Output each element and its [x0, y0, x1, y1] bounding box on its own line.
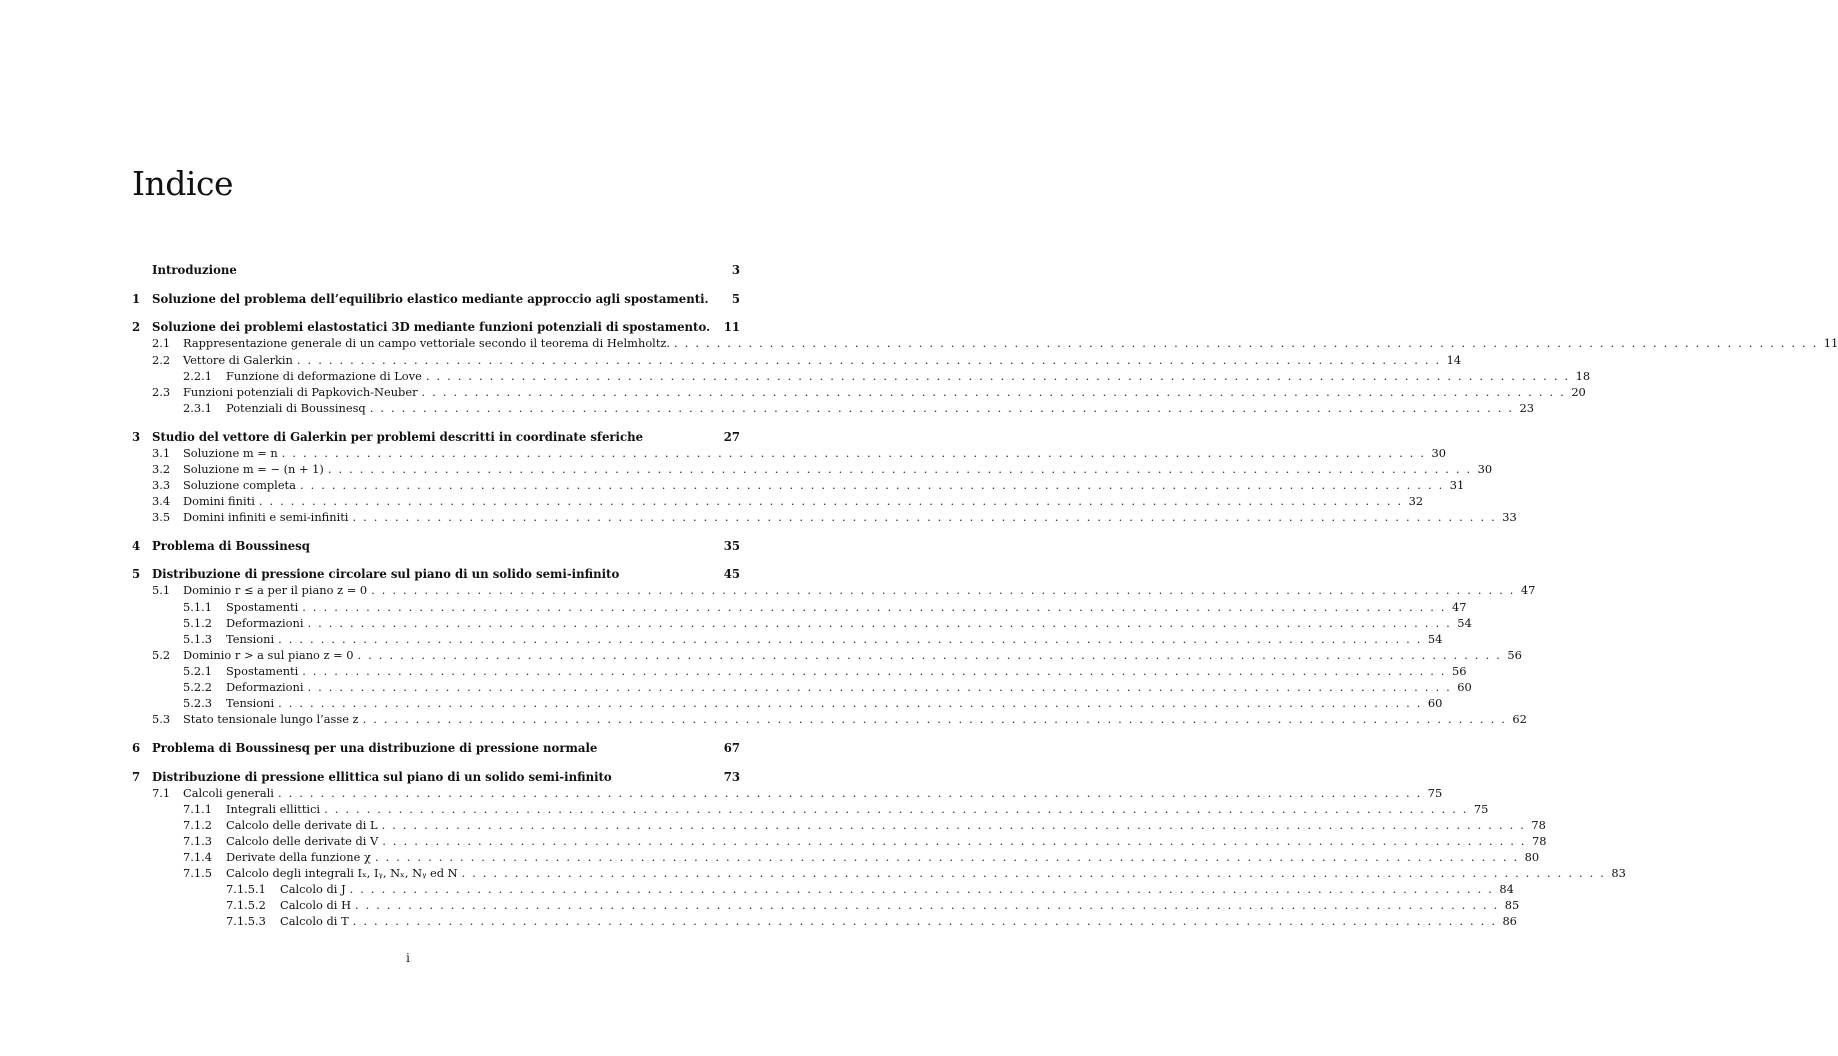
toc-entry-title: Calcolo delle derivate di L — [226, 817, 378, 832]
toc-entry-number: 7.1.5.2 — [226, 898, 266, 913]
toc-entry-number: 7 — [132, 769, 141, 784]
toc-entry-title: Deformazioni — [226, 680, 304, 695]
toc-dot-leader — [307, 615, 1449, 631]
toc-entry[interactable] — [132, 740, 740, 756]
toc-entry[interactable] — [132, 817, 1546, 833]
toc-entry-title: Calcolo degli integrali Iₓ, Iᵧ, Nₓ, Nᵧ ed N — [226, 866, 458, 881]
toc-entry-page: 3 — [731, 263, 740, 277]
toc-entry-page: 32 — [1408, 493, 1424, 508]
toc-entry-title: Tensioni — [226, 631, 275, 646]
toc-entry-title: Introduzione — [152, 263, 237, 277]
toc-entry-number: 7.1.5.3 — [226, 914, 266, 929]
toc-entry-page: 83 — [1611, 866, 1626, 881]
toc-entry-title: Problema di Boussinesq — [152, 538, 310, 553]
toc-entry-page: 60 — [1427, 696, 1443, 711]
toc-entry-title: Domini finiti — [183, 493, 255, 508]
toc-entry[interactable] — [132, 897, 1520, 913]
toc-dot-leader — [353, 913, 1495, 929]
toc-entry-number: 3.2 — [152, 461, 171, 476]
toc-entry-page: 5 — [731, 291, 740, 306]
toc-entry-title: Soluzione m = n — [183, 445, 278, 460]
toc-entry-title: Tensioni — [226, 696, 275, 711]
toc-dot-leader — [462, 865, 1604, 881]
toc-dot-leader — [302, 599, 1444, 615]
toc-dot-leader — [328, 461, 1470, 477]
toc-entry-title: Calcolo di T — [280, 914, 349, 929]
toc-entry-number: 7.1 — [152, 785, 171, 800]
toc-dot-leader — [363, 711, 1505, 727]
toc-entry-title: Soluzione completa — [183, 477, 296, 492]
toc-entry[interactable] — [132, 461, 1493, 477]
toc-dot-leader — [382, 833, 1524, 849]
toc-entry[interactable] — [132, 849, 1540, 865]
toc-entry-number: 5.2.1 — [183, 663, 212, 678]
toc-entry-page: 62 — [1512, 712, 1527, 727]
toc-entry-page: 84 — [1499, 882, 1514, 897]
toc-entry-title: Funzioni potenziali di Papkovich-Neuber — [183, 384, 418, 399]
toc-entry-title: Calcolo delle derivate di V — [226, 833, 379, 848]
toc-entry[interactable] — [132, 865, 1626, 881]
toc-dot-leader — [426, 368, 1568, 384]
toc-entry-page: 86 — [1502, 914, 1517, 929]
toc-entry-number: 6 — [132, 740, 141, 755]
toc-entry-title: Dominio r ≤ a per il piano z = 0 — [183, 583, 368, 598]
toc-dot-leader — [259, 493, 1401, 509]
toc-entry-page: 35 — [723, 538, 740, 553]
toc-entry[interactable] — [132, 913, 1517, 929]
toc-entry-number: 5.3 — [152, 712, 171, 727]
toc-entry-title: Distribuzione di pressione circolare sul piano di un solido semi-infinito — [152, 567, 620, 582]
toc-entry-number: 7.1.3 — [183, 833, 212, 848]
toc-entry[interactable] — [132, 615, 1472, 631]
toc-entry-number: 2.2.1 — [183, 368, 212, 383]
toc-entry-number: 7.1.5 — [183, 866, 212, 881]
toc-dot-leader — [300, 477, 1442, 493]
toc-entry-title: Calcoli generali — [183, 785, 274, 800]
toc-entry-number: 3 — [132, 429, 141, 444]
toc-entry-page: 31 — [1449, 477, 1465, 492]
toc-entry-page: 56 — [1452, 663, 1467, 678]
toc-entry-page: 33 — [1502, 510, 1517, 524]
toc-entry-title: Soluzione dei problemi elastostatici 3D mediante funzioni potenziali di spostamento. — [152, 320, 711, 335]
toc-entry-title: Integrali ellittici — [226, 801, 321, 816]
page-title: Indice — [132, 164, 233, 203]
toc-entry[interactable] — [132, 384, 1586, 400]
toc-entry-page: 54 — [1427, 631, 1443, 646]
toc-entry[interactable] — [132, 599, 1467, 615]
toc-entry-page: 73 — [723, 769, 740, 784]
toc-entry-number: 5 — [132, 567, 141, 582]
toc-dot-leader — [302, 663, 1444, 679]
toc-dot-leader — [278, 631, 1420, 647]
toc-entry-page: 45 — [723, 567, 740, 582]
toc-entry[interactable] — [132, 769, 740, 785]
toc-entry-page: 75 — [1473, 801, 1489, 816]
toc-entry-title: Funzione di deformazione di Love — [226, 368, 422, 383]
toc-dot-leader — [375, 849, 1517, 865]
toc-dot-leader — [324, 801, 1466, 817]
toc-entry[interactable] — [132, 785, 1443, 801]
toc-entry-number: 2 — [132, 320, 141, 335]
toc-entry-page: 47 — [1520, 583, 1536, 598]
toc-entry-title: Problema di Boussinesq per una distribuzione di pressione normale — [152, 740, 598, 755]
toc-entry-page: 47 — [1452, 599, 1467, 614]
toc-entry-number: 5.1.3 — [183, 631, 212, 646]
toc-entry[interactable] — [132, 335, 1838, 351]
toc-entry-title: Domini infiniti e semi-infiniti — [183, 510, 349, 524]
toc-entry-page: 75 — [1427, 785, 1443, 800]
toc-entry[interactable] — [132, 833, 1547, 849]
toc-entry-number: 3.5 — [152, 510, 171, 524]
toc-entry-page: 85 — [1504, 898, 1520, 913]
toc-entry-page: 60 — [1457, 680, 1472, 695]
toc-entry-page: 11 — [723, 320, 740, 335]
toc-entry-title: Studio del vettore di Galerkin per problemi descritti in coordinate sferiche — [152, 429, 644, 444]
toc-entry[interactable] — [132, 647, 1522, 663]
toc-entry-title: Calcolo di H — [280, 898, 351, 913]
toc-entry-title: Soluzione m = − (n + 1) — [183, 461, 324, 476]
toc-entry[interactable] — [132, 881, 1514, 897]
toc-entry[interactable] — [132, 368, 1591, 384]
toc-entry-number: 7.1.5.1 — [226, 882, 266, 897]
page-number: i — [406, 951, 410, 965]
toc-entry-title: Spostamenti — [226, 663, 299, 678]
toc-entry[interactable] — [132, 679, 1472, 695]
toc-entry-number: 7.1.2 — [183, 817, 212, 832]
toc-entry-number: 5.2.2 — [183, 680, 212, 695]
toc-entry-number: 5.1.2 — [183, 615, 212, 630]
toc-dot-leader — [282, 445, 1424, 461]
toc-entry-number: 2.3.1 — [183, 400, 212, 415]
toc-entry[interactable] — [132, 582, 1536, 598]
toc-entry[interactable] — [132, 711, 1527, 727]
toc-dot-leader — [371, 582, 1513, 598]
toc-entry[interactable] — [132, 509, 1517, 525]
toc-entry-page: 78 — [1532, 833, 1547, 848]
toc-entry-title: Vettore di Galerkin — [183, 352, 293, 367]
toc-entry-number: 2.3 — [152, 384, 171, 399]
toc-entry[interactable] — [132, 429, 740, 445]
toc-dot-leader — [278, 785, 1420, 801]
toc-entry-title: Rappresentazione generale di un campo vettoriale secondo il teorema di Helmholtz. — [183, 336, 671, 351]
toc-entry-page: 56 — [1507, 647, 1522, 662]
toc-entry-page: 14 — [1446, 352, 1462, 367]
toc-entry-title: Calcolo di J — [280, 882, 346, 897]
toc-dot-leader — [370, 400, 1512, 416]
toc-entry-number: 7.1.1 — [183, 801, 212, 816]
toc-entry-number: 5.1 — [152, 583, 171, 598]
toc-dot-leader — [307, 679, 1449, 695]
toc-entry[interactable] — [132, 291, 740, 307]
toc-entry-title: Derivate della funzione χ — [226, 850, 371, 865]
toc-dot-leader — [674, 335, 1816, 351]
toc-entry-number: 4 — [132, 538, 141, 553]
toc-entry[interactable] — [132, 400, 1534, 416]
toc-entry[interactable] — [132, 352, 1462, 368]
toc-entry-number: 3.3 — [152, 477, 171, 492]
toc-entry-page: 78 — [1531, 817, 1546, 832]
toc-entry-title: Spostamenti — [226, 599, 299, 614]
toc-dot-leader — [350, 881, 1492, 897]
toc-entry[interactable] — [132, 631, 1443, 647]
toc-entry-title: Stato tensionale lungo l’asse z — [183, 712, 359, 727]
toc-entry-page: 67 — [723, 740, 740, 755]
toc-entry-number: 5.2 — [152, 647, 171, 662]
toc-entry-number: 7.1.4 — [183, 850, 212, 865]
toc-dot-leader — [352, 509, 1494, 525]
toc-entry[interactable] — [132, 695, 1443, 711]
toc-dot-leader — [297, 352, 1439, 368]
table-of-contents — [132, 262, 1838, 930]
toc-entry-page: 54 — [1457, 615, 1472, 630]
toc-dot-leader — [382, 817, 1524, 833]
toc-entry[interactable] — [132, 663, 1467, 679]
toc-entry-page: 30 — [1431, 445, 1447, 460]
toc-entry[interactable] — [132, 445, 1447, 461]
toc-entry[interactable] — [132, 477, 1465, 493]
toc-entry[interactable] — [132, 262, 740, 278]
toc-entry-page: 11 — [1823, 336, 1838, 351]
toc-entry[interactable] — [132, 493, 1424, 509]
toc-entry[interactable] — [132, 538, 740, 554]
toc-dot-leader — [422, 384, 1564, 400]
toc-entry-page: 30 — [1477, 461, 1493, 476]
toc-entry-page: 20 — [1571, 384, 1586, 399]
toc-entry-page: 18 — [1575, 368, 1591, 383]
toc-dot-leader — [355, 897, 1497, 913]
toc-entry[interactable] — [132, 319, 740, 335]
toc-entry[interactable] — [132, 801, 1489, 817]
toc-dot-leader — [278, 695, 1420, 711]
toc-entry-title: Dominio r > a sul piano z = 0 — [183, 647, 354, 662]
toc-entry-number: 2.2 — [152, 352, 171, 367]
toc-entry-title: Soluzione del problema dell’equilibrio elastico mediante approccio agli spostamenti. — [152, 291, 709, 306]
toc-entry-title: Distribuzione di pressione ellittica sul piano di un solido semi-infinito — [152, 769, 612, 784]
toc-entry-number: 5.1.1 — [183, 599, 212, 614]
toc-entry-number: 5.2.3 — [183, 696, 212, 711]
toc-dot-leader — [358, 647, 1500, 663]
toc-entry-title: Potenziali di Boussinesq — [226, 400, 366, 415]
toc-entry-page: 80 — [1524, 850, 1540, 865]
toc-entry-number: 3.1 — [152, 445, 171, 460]
toc-entry[interactable] — [132, 566, 740, 582]
toc-entry-number: 3.4 — [152, 493, 171, 508]
toc-entry-page: 27 — [723, 429, 740, 444]
toc-entry-title: Deformazioni — [226, 615, 304, 630]
toc-entry-number: 2.1 — [152, 336, 171, 351]
toc-entry-number: 1 — [132, 291, 141, 306]
toc-entry-page: 23 — [1519, 400, 1534, 415]
